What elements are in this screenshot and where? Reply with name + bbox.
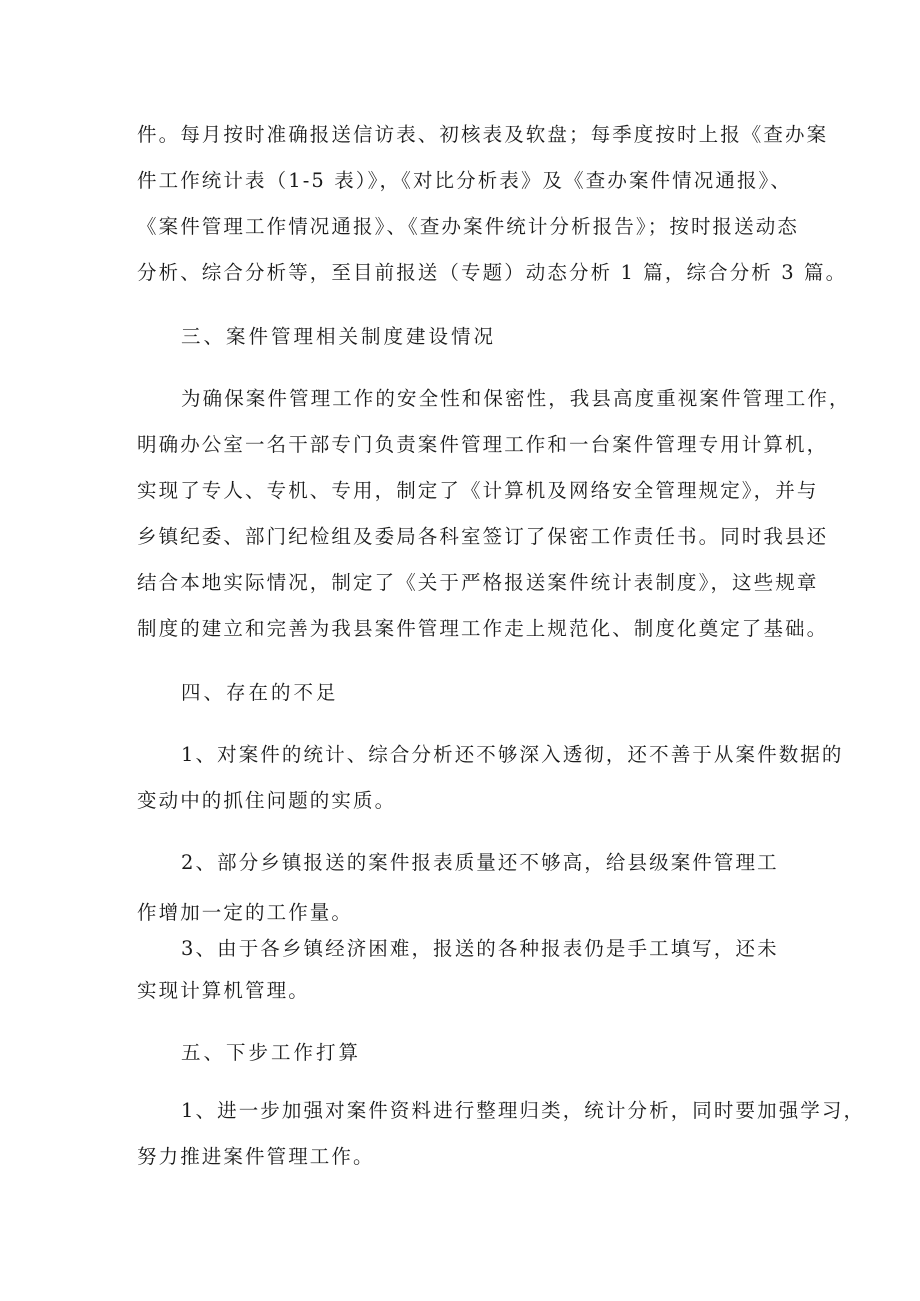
paragraph-line: 实现计算机管理。 [137, 979, 310, 1002]
paragraph-line: 明确办公室一名干部专门负责案件管理工作和一台案件管理专用计算机， [137, 433, 829, 456]
paragraph-line: 件。每月按时准确报送信访表、初核表及软盘；每季度按时上报《查办案 [137, 123, 829, 146]
section-heading-3: 三、案件管理相关制度建设情况 [181, 325, 497, 348]
paragraph-line: 件工作统计表（1-5 表）》，《对比分析表》及《查办案件情况通报》、 [137, 169, 793, 192]
paragraph-line: 《案件管理工作情况通报》、《查办案件统计分析报告》；按时报送动态 [137, 215, 799, 238]
paragraph-line: 努力推进案件管理工作。 [137, 1145, 375, 1168]
paragraph-line: 变动中的抓住问题的实质。 [137, 789, 397, 812]
paragraph-line: 3、由于各乡镇经济困难，报送的各种报表仍是手工填写，还未 [181, 937, 779, 960]
paragraph-line: 2、部分乡镇报送的案件报表质量还不够高，给县级案件管理工 [181, 851, 779, 874]
paragraph-line: 结合本地实际情况，制定了《关于严格报送案件统计表制度》，这些规章 [137, 571, 819, 594]
section-heading-5: 五、下步工作打算 [181, 1041, 362, 1064]
paragraph-line: 实现了专人、专机、专用，制定了《计算机及网络安全管理规定》，并与 [137, 479, 819, 502]
paragraph-line: 制度的建立和完善为我县案件管理工作走上规范化、制度化奠定了基础。 [137, 617, 829, 640]
section-heading-4: 四、存在的不足 [181, 681, 339, 704]
paragraph-line: 作增加一定的工作量。 [137, 901, 354, 924]
paragraph-line: 乡镇纪委、部门纪检组及委局各科室签订了保密工作责任书。同时我县还 [137, 525, 829, 548]
paragraph-line: 分析、综合分析等，至目前报送（专题）动态分析 1 篇，综合分析 3 篇。 [137, 261, 848, 284]
paragraph-line: 为确保案件管理工作的安全性和保密性，我县高度重视案件管理工作， [181, 387, 851, 410]
paragraph-line: 1、进一步加强对案件资料进行整理归类，统计分析，同时要加强学习， [181, 1099, 866, 1122]
paragraph-line: 1、对案件的统计、综合分析还不够深入透彻，还不善于从案件数据的 [181, 743, 844, 766]
